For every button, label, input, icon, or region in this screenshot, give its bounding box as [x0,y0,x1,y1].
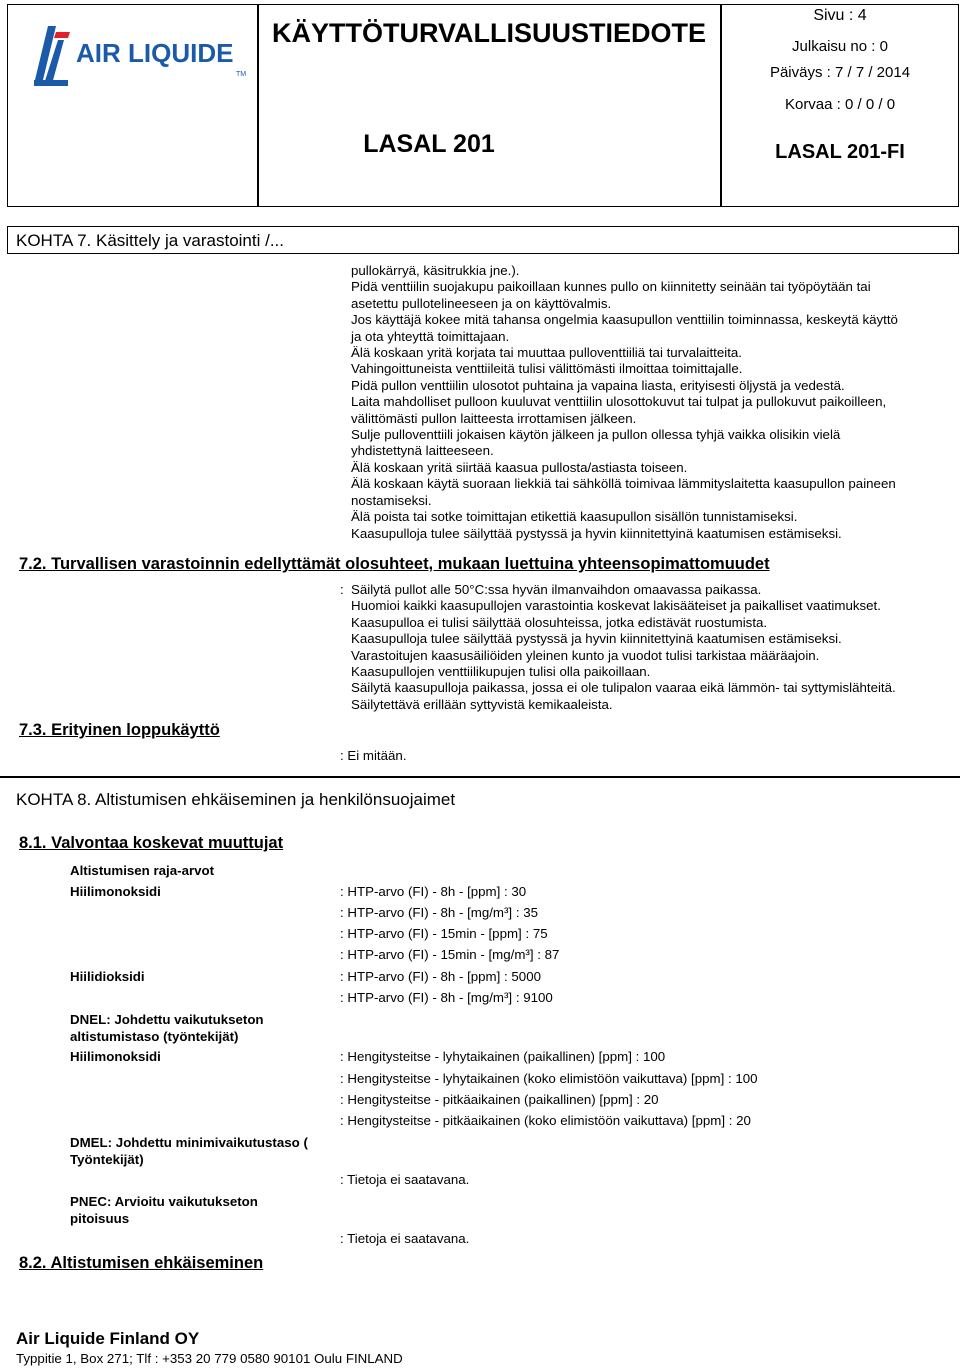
text-line: Kaasupulloja tulee säilyttää pystyssä ja hyvin kiinnitettyinä kaatumisen estämiseksi. [351,631,842,647]
footer-company: Air Liquide Finland OY [16,1329,200,1348]
section-8-heading: KOHTA 8. Altistumisen ehkäiseminen ja henkilönsuojaimet [16,790,456,809]
text-line: Sulje pulloventtiili jokaisen käytön jälkeen ja pullon ollessa tyhjä vaikka olisikin vielä [351,427,841,443]
text-line: nostamiseksi. [351,492,432,508]
pnec-value: : Tietoja ei saatavana. [340,1231,470,1246]
text-line: Älä koskaan yritä korjata tai muuttaa pulloventtiiliä tai turvalaitteita. [351,345,742,361]
pnec-label [70,1193,258,1227]
text-line: Varastoitujen kaasusäiliöiden yleinen kunto ja vuodot tulisi tarkistaa määräajoin. [351,647,820,663]
dnel-value: : Hengitysteitse - pitkäaikainen (paikallinen) [ppm] : 20 [340,1092,659,1107]
text-line: pullokärryä, käsitrukkia jne.). [351,263,520,278]
co2-limit-value: : HTP-arvo (FI) - 8h - [mg/m³] : 9100 [340,990,553,1005]
issue-date: Päiväys : 7 / 7 / 2014 [769,64,911,81]
text-line: Säilytä pullot alle 50°C:ssa hyvän ilmanvaihdon omaavassa paikassa. [351,582,762,597]
co-limit-value: : HTP-arvo (FI) - 15min - [ppm] : 75 [340,926,548,941]
co2-limit-value: : HTP-arvo (FI) - 8h - [ppm] : 5000 [340,969,541,984]
text-line: Kaasupullojen venttiilikupujen tulisi olla paikoillaan. [351,664,651,680]
text-line: Jos käyttäjä kokee mitä tahansa ongelmia kaasupullon venttiilin toiminnassa, keskeytä käyttö [351,312,898,328]
footer-address: Typpitie 1, Box 271; Tlf : +353 20 779 0580 90101 Oulu FINLAND [16,1351,403,1366]
subsection-8-2-title: 8.2. Altistumisen ehkäiseminen [19,1254,264,1272]
dmel-label-line: DMEL: Johdettu minimivaikutustaso ( [70,1135,308,1150]
text-line: Vahingoittuneista venttiileitä tulisi välittömästi ilmoittaa toimittajalle. [351,361,743,377]
replaces-date: Korvaa : 0 / 0 / 0 [784,96,896,113]
co-limit-value: : HTP-arvo (FI) - 8h - [mg/m³] : 35 [340,905,538,920]
text-line: Säilytettävä erillään syttyvistä kemikaaleista. [351,696,613,712]
dnel-value: : Hengitysteitse - pitkäaikainen (koko elimistöön vaikuttava) [ppm] : 20 [340,1113,751,1128]
text-line: Älä koskaan yritä siirtää kaasua pullosta/astiasta toiseen. [351,459,688,475]
svg-text:TM: TM [236,71,247,78]
handling-text [351,263,951,542]
text-line: Säilytä kaasupulloja paikassa, jossa ei ole tulipalon vaaraa eikä lämmön- tai syttymislähteitä. [351,680,896,696]
text-line: Älä koskaan käytä suoraan liekkiä tai sähköllä toimivaa lämmityslaitetta kaasupullon paineen [351,476,896,492]
subsection-7-2-title: 7.2. Turvallisen varastoinnin edellyttämät olosuhteet, mukaan luettuina yhteensopimattomuudet [19,555,770,573]
svg-text:AIR LIQUIDE: AIR LIQUIDE [76,38,234,68]
pnec-label-line: pitoisuus [70,1211,130,1226]
text-line: ja ota yhteyttä toimittajaan. [351,328,510,344]
dnel-label [70,1011,264,1045]
carbon-dioxide-label: Hiilidioksidi [70,969,145,984]
page-number: Sivu : 4 [813,7,867,24]
text-line: Kaasupulloa ei tulisi säilyttää olosuhteissa, jotka edistävät ruostumista. [351,614,768,630]
product-code: LASAL 201-FI [775,141,905,163]
text-line: välittömästi pullon laitteesta irrottamisen jälkeen. [351,410,637,426]
dmel-value: : Tietoja ei saatavana. [340,1172,470,1187]
dnel-label-line: altistumistaso (työntekijät) [70,1029,239,1044]
section-divider [0,776,960,778]
dmel-label [70,1134,308,1168]
dnel-co-label: Hiilimonoksidi [70,1049,161,1064]
subsection-7-3-title: 7.3. Erityinen loppukäyttö [19,721,220,739]
co-limit-value: : HTP-arvo (FI) - 15min - [mg/m³] : 87 [340,947,560,962]
text-line: Älä poista tai sotke toimittajan etikettiä kaasupullon sisällön tunnistamiseksi. [351,509,798,525]
text-line: asetettu pullotelineeseen ja on käyttövalmis. [351,295,612,311]
end-use-value: : Ei mitään. [340,748,407,763]
text-line: Huomioi kaikki kaasupullojen varastointia koskevat lakisääteiset ja paikalliset vaatimukset. [351,598,881,614]
section-7-heading: KOHTA 7. Käsittely ja varastointi /... [7,226,959,254]
text-line: yhdistettynä laitteeseen. [351,443,494,459]
text-line: Pidä venttiilin suojakupu paikoillaan kunnes pullo on kiinnitetty seinään tai työpöytään tai [351,279,871,295]
document-title: KÄYTTÖTURVALLISUUSTIEDOTE [271,18,706,48]
product-name: LASAL 201 [363,130,495,158]
dnel-label-line: DNEL: Johdettu vaikutukseton [70,1012,264,1027]
dmel-label-line: Työntekijät) [70,1152,144,1167]
carbon-monoxide-label: Hiilimonoksidi [70,884,161,899]
dnel-value: : Hengitysteitse - lyhytaikainen (koko elimistöön vaikuttava) [ppm] : 100 [340,1071,758,1086]
text-line: Laita mahdolliset pulloon kuuluvat venttiilin ulosottokuvut tai tulpat ja pullokuvut paikoilleen, [351,394,887,410]
text-line: Kaasupulloja tulee säilyttää pystyssä ja hyvin kiinnitettyinä kaatumisen estämiseksi. [351,525,842,541]
storage-colon: : [340,582,344,597]
exposure-limits-label: Altistumisen raja-arvot [70,863,215,878]
pnec-label-line: PNEC: Arvioitu vaikutukseton [70,1194,258,1209]
air-liquide-logo [30,22,245,90]
version-number: Julkaisu no : 0 [792,38,888,55]
text-line: Pidä pullon venttiilin ulosotot puhtaina ja vapaina liasta, erityisesti öljystä ja vedestä. [351,377,845,393]
subsection-8-1-title: 8.1. Valvontaa koskevat muuttujat [19,834,284,852]
co-limit-value: : HTP-arvo (FI) - 8h - [ppm] : 30 [340,884,527,899]
storage-text [351,582,951,713]
dnel-value: : Hengitysteitse - lyhytaikainen (paikallinen) [ppm] : 100 [340,1049,666,1064]
